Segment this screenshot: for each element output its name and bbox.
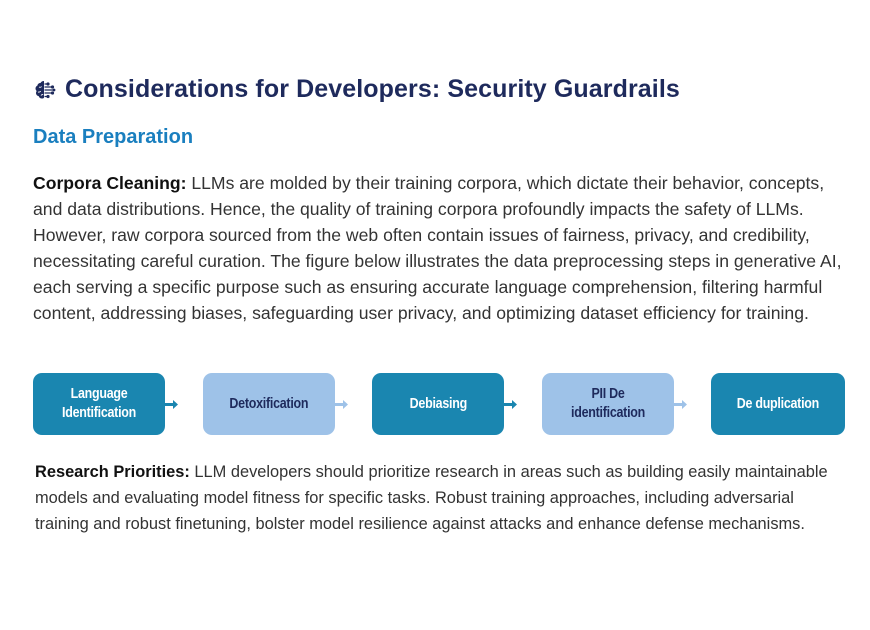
research-priorities-paragraph	[35, 459, 835, 537]
research-priorities-text: LLM developers should prioritize research in areas such as building easily maintainable models and evaluating model fitness for specific tasks. Robust training approaches, including adversarial training and robust finetuning, bolster model resilience against attacks and enhance defense mechanisms.	[35, 463, 828, 533]
flow-step-de-duplication: De duplication	[711, 373, 845, 435]
page-header	[33, 75, 680, 104]
preprocessing-flow	[33, 373, 845, 435]
flow-step-pii-deidentification: PII De identification	[542, 373, 674, 435]
page-title: Considerations for Developers: Security Guardrails	[65, 75, 680, 103]
flow-step-language-identification: Language Identification	[33, 373, 165, 435]
arrow-right-icon	[674, 400, 687, 409]
section-subtitle: Data Preparation	[33, 126, 194, 148]
arrow-right-icon	[335, 400, 348, 409]
brain-circuit-icon	[33, 78, 57, 102]
corpora-cleaning-text: LLMs are molded by their training corpora, which dictate their behavior, concepts, and data distributions. Hence, the quality of training corpora profoundly impacts the safety of LLMs. However, raw corpora sourced from the web often contain issues of fairness, privacy, and credibility, necessitating careful curation. The figure below illustrates the data preprocessing steps in generative AI, each serving a specific purpose such as ensuring accurate language comprehension, filtering harmful content, addressing biases, safeguarding user privacy, and optimizing dataset efficiency for training.	[33, 173, 842, 323]
arrow-right-icon	[504, 400, 517, 409]
corpora-cleaning-label: Corpora Cleaning:	[33, 173, 187, 193]
flow-step-debiasing: Debiasing	[372, 373, 504, 435]
arrow-right-icon	[165, 400, 178, 409]
research-priorities-label: Research Priorities:	[35, 463, 190, 481]
flow-step-detoxification: Detoxification	[203, 373, 335, 435]
corpora-cleaning-paragraph	[33, 170, 848, 326]
